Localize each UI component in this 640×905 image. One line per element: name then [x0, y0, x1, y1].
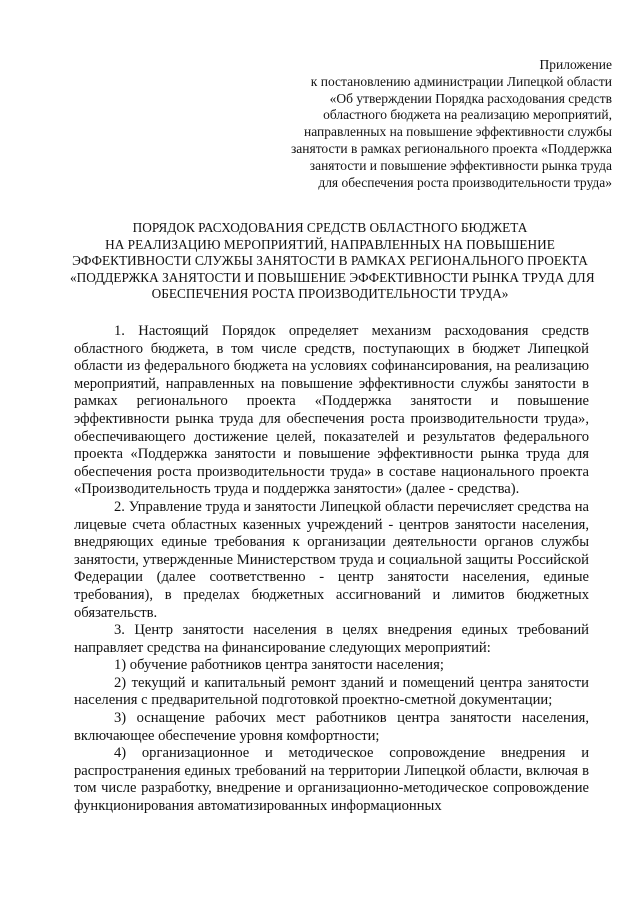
paragraph: 4) организационное и методическое сопровождение внедрения и распространения единых требований на территории Липецкой области, включая в том числе разработку, внедрение и организационно-методическое сопровождение функционирования автоматизированных информационных: [74, 745, 589, 815]
title-line: ПОРЯДОК РАСХОДОВАНИЯ СРЕДСТВ ОБЛАСТНОГО БЮДЖЕТА: [132, 220, 528, 235]
appendix-line: областного бюджета на реализацию мероприятий,: [323, 107, 612, 123]
appendix-line: занятости и повышение эффективности рынка труда: [309, 157, 612, 173]
paragraph: 2. Управление труда и занятости Липецкой области перечисляет средства на лицевые счета областных казенных учреждений - центров занятости населения, внедряющих единые требования к организации деятельности органов службы занятости, утвержденные Министерством труда и социальной защиты Российской Федерации (далее соответственно - центр занятости населения, единые требования), в пределах бюджетных ассигнований и лимитов бюджетных обязательств.: [74, 498, 589, 621]
appendix-line: Приложение: [539, 57, 612, 72]
paragraph: 2) текущий и капитальный ремонт зданий и помещений центра занятости населения с предварительной подготовкой проектно-сметной документации;: [74, 674, 589, 709]
title-line: ЭФФЕКТИВНОСТИ СЛУЖБЫ ЗАНЯТОСТИ В РАМКАХ РЕГИОНАЛЬНОГО ПРОЕКТА: [72, 253, 588, 268]
paragraph: 3. Центр занятости населения в целях внедрения единых требований направляет средства на финансирование следующих мероприятий:: [74, 622, 589, 656]
title-line: ОБЕСПЕЧЕНИЯ РОСТА ПРОИЗВОДИТЕЛЬНОСТИ ТРУДА»: [151, 286, 509, 301]
appendix-line: к постановлению администрации Липецкой области: [310, 73, 612, 89]
document-body: [74, 323, 589, 816]
appendix-line: занятости в рамках регионального проекта «Поддержка: [290, 140, 612, 156]
appendix-line: направленных на повышение эффективности службы: [304, 124, 612, 140]
document-title: [70, 220, 595, 303]
paragraph: 1) обучение работников центра занятости населения;: [114, 657, 444, 674]
paragraph: 3) оснащение рабочих мест работников центра занятости населения, включающее обеспечение уровня комфортности;: [74, 710, 589, 744]
appendix-header: [232, 57, 612, 191]
title-line: «ПОДДЕРЖКА ЗАНЯТОСТИ И ПОВЫШЕНИЕ ЭФФЕКТИВНОСТИ РЫНКА ТРУДА ДЛЯ: [70, 269, 595, 285]
appendix-line: «Об утверждении Порядка расходования средств: [329, 90, 612, 106]
paragraph: 1. Настоящий Порядок определяет механизм расходования средств областного бюджета, в том числе средств, поступающих в бюджет Липецкой области из федерального бюджета на условиях софинансирования, на реализацию мероприятий, направленных на повышение эффективности службы занятости в рамках регионального проекта «Поддержка занятости и повышение эффективности рынка труда для обеспечения роста производительности труда», обеспечивающего достижение целей, показателей и результатов федерального проекта «Поддержка занятости и повышение эффективности рынка труда для обеспечения роста производительности труда» в составе национального проекта «Производительность труда и поддержка занятости» (далее - средства).: [74, 323, 589, 498]
appendix-line: для обеспечения роста производительности труда»: [318, 174, 612, 190]
title-line: НА РЕАЛИЗАЦИЮ МЕРОПРИЯТИЙ, НАПРАВЛЕННЫХ НА ПОВЫШЕНИЕ: [105, 236, 555, 252]
